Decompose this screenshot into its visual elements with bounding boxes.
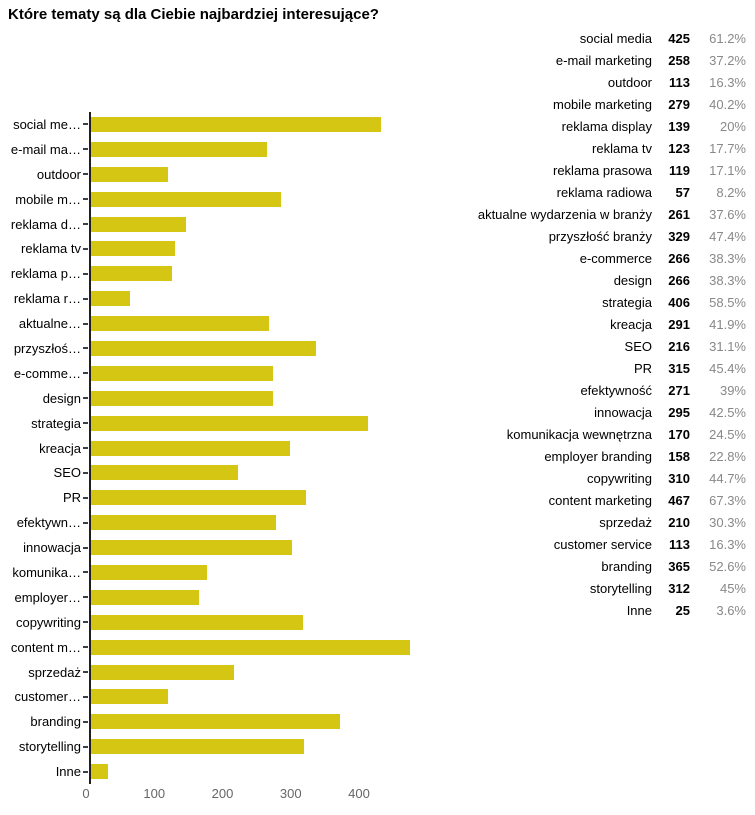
table-row-percent: 41.9% bbox=[709, 316, 746, 332]
y-axis-label: branding bbox=[30, 714, 81, 730]
bar bbox=[91, 192, 281, 207]
y-axis-label: e-comme… bbox=[13, 365, 81, 381]
chart-row bbox=[6, 535, 436, 560]
chart-row bbox=[6, 610, 436, 635]
table-row bbox=[460, 577, 746, 599]
y-axis-label: design bbox=[42, 390, 81, 406]
y-axis-label: SEO bbox=[53, 465, 81, 481]
bar-track bbox=[89, 361, 436, 386]
chart-row bbox=[6, 411, 436, 436]
table-row-label: design bbox=[613, 272, 652, 288]
table-row bbox=[460, 357, 746, 379]
chart-row bbox=[6, 336, 436, 361]
bar-track bbox=[89, 212, 436, 237]
table-row-count: 295 bbox=[668, 404, 690, 420]
bar bbox=[91, 366, 273, 381]
table-row bbox=[460, 445, 746, 467]
table-row bbox=[460, 291, 746, 313]
table-row-count: 310 bbox=[668, 470, 690, 486]
table-row-count: 123 bbox=[668, 140, 690, 156]
bar-track bbox=[89, 436, 436, 461]
table-row bbox=[460, 423, 746, 445]
table-row-percent: 58.5% bbox=[709, 294, 746, 310]
table-row bbox=[460, 225, 746, 247]
y-axis-label: reklama tv bbox=[21, 241, 81, 257]
bar bbox=[91, 590, 199, 605]
bar-track bbox=[89, 660, 436, 685]
table-row-count: 365 bbox=[668, 558, 690, 574]
x-axis-tick-label: 100 bbox=[143, 786, 166, 801]
bar bbox=[91, 117, 381, 132]
bar bbox=[91, 241, 175, 256]
bar-track bbox=[89, 261, 436, 286]
bar bbox=[91, 540, 292, 555]
y-axis-label: social me… bbox=[13, 116, 81, 132]
chart-row bbox=[6, 759, 436, 784]
bar-track bbox=[89, 734, 436, 759]
table-row bbox=[460, 159, 746, 181]
table-row bbox=[460, 27, 746, 49]
table-row-count: 113 bbox=[669, 536, 690, 552]
bar-track bbox=[89, 684, 436, 709]
y-axis-label: innowacja bbox=[23, 540, 81, 556]
table-row-count: 158 bbox=[668, 448, 690, 464]
y-axis-label: e-mail ma… bbox=[10, 141, 81, 157]
table-row-label: aktualne wydarzenia w branży bbox=[477, 206, 652, 222]
table-row-count: 329 bbox=[668, 228, 690, 244]
bar-track bbox=[89, 236, 436, 261]
table-row-count: 315 bbox=[668, 360, 690, 376]
chart-row bbox=[6, 560, 436, 585]
table-row-label: sprzedaż bbox=[599, 514, 652, 530]
table-row-count: 271 bbox=[668, 382, 690, 398]
table-row bbox=[460, 533, 746, 555]
y-axis-label: reklama r… bbox=[13, 291, 81, 307]
table-row-percent: 30.3% bbox=[709, 514, 746, 530]
table-row-percent: 39% bbox=[719, 382, 746, 398]
table-row-label: Inne bbox=[626, 602, 652, 618]
bar bbox=[91, 416, 368, 431]
chart-row bbox=[6, 286, 436, 311]
table-row-label: innowacja bbox=[594, 404, 652, 420]
chart-row bbox=[6, 162, 436, 187]
y-axis-label: aktualne… bbox=[18, 316, 81, 332]
chart-row bbox=[6, 585, 436, 610]
table-row-label: e-mail marketing bbox=[555, 52, 652, 68]
table-row-percent: 16.3% bbox=[709, 74, 746, 90]
bar-track bbox=[89, 112, 436, 137]
table-row bbox=[460, 489, 746, 511]
table-row-count: 425 bbox=[668, 30, 690, 46]
table-row-count: 139 bbox=[668, 118, 690, 134]
table-row-label: e-commerce bbox=[579, 250, 652, 266]
table-row bbox=[460, 137, 746, 159]
chart-row bbox=[6, 112, 436, 137]
table-row-label: przyszłość branży bbox=[548, 228, 652, 244]
bar bbox=[91, 441, 290, 456]
table-row-label: kreacja bbox=[610, 316, 652, 332]
table-row-count: 291 bbox=[668, 316, 690, 332]
table-row-percent: 38.3% bbox=[709, 250, 746, 266]
y-axis-label: przyszłoś… bbox=[13, 340, 81, 356]
table-row-percent: 20% bbox=[719, 118, 746, 134]
table-row-percent: 45.4% bbox=[709, 360, 746, 376]
table-row-count: 266 bbox=[668, 250, 690, 266]
table-row-label: storytelling bbox=[589, 580, 652, 596]
bar bbox=[91, 515, 276, 530]
y-axis-label: komunika… bbox=[12, 564, 81, 580]
table-row bbox=[460, 511, 746, 533]
table-row bbox=[460, 203, 746, 225]
table-row-percent: 42.5% bbox=[709, 404, 746, 420]
chart-row bbox=[6, 734, 436, 759]
bar bbox=[91, 615, 303, 630]
table-row-percent: 40.2% bbox=[709, 96, 746, 112]
bar bbox=[91, 714, 340, 729]
table-row-label: komunikacja wewnętrzna bbox=[506, 426, 652, 442]
table-row-count: 216 bbox=[668, 338, 690, 354]
chart-row bbox=[6, 510, 436, 535]
bar-track bbox=[89, 187, 436, 212]
y-axis-label: PR bbox=[62, 490, 81, 506]
chart-row bbox=[6, 311, 436, 336]
table-row bbox=[460, 115, 746, 137]
table-row-percent: 3.6% bbox=[716, 602, 746, 618]
y-axis-label: kreacja bbox=[39, 440, 81, 456]
chart-row bbox=[6, 212, 436, 237]
table-row-label: outdoor bbox=[607, 74, 652, 90]
table-row-label: customer service bbox=[553, 536, 652, 552]
bar-track bbox=[89, 585, 436, 610]
bar bbox=[91, 640, 410, 655]
chart-row bbox=[6, 436, 436, 461]
bar bbox=[91, 217, 186, 232]
bar bbox=[91, 764, 108, 779]
table-row-label: mobile marketing bbox=[553, 96, 652, 112]
y-axis-label: employer… bbox=[14, 589, 81, 605]
table-row-percent: 67.3% bbox=[709, 492, 746, 508]
table-row-percent: 37.2% bbox=[709, 52, 746, 68]
chart-row bbox=[6, 236, 436, 261]
bar-track bbox=[89, 286, 436, 311]
table-row-count: 406 bbox=[668, 294, 690, 310]
bar-track bbox=[89, 162, 436, 187]
table-row-count: 57 bbox=[675, 184, 690, 200]
chart-row bbox=[6, 386, 436, 411]
bar bbox=[91, 665, 234, 680]
y-axis-label: reklama p… bbox=[10, 266, 81, 282]
table-row bbox=[460, 71, 746, 93]
x-axis-tick-label: 300 bbox=[279, 786, 302, 801]
table-row-count: 210 bbox=[668, 514, 690, 530]
y-axis-label: outdoor bbox=[36, 166, 81, 182]
bar-track bbox=[89, 635, 436, 660]
chart-row bbox=[6, 660, 436, 685]
table-row-count: 312 bbox=[668, 580, 690, 596]
bar bbox=[91, 689, 168, 704]
chart-row bbox=[6, 485, 436, 510]
table-row-label: efektywność bbox=[580, 382, 652, 398]
table-row-percent: 17.1% bbox=[709, 162, 746, 178]
table-row-label: reklama display bbox=[561, 118, 652, 134]
bar-track bbox=[89, 759, 436, 784]
table-row-label: social media bbox=[579, 30, 652, 46]
chart-row bbox=[6, 684, 436, 709]
table-row-count: 119 bbox=[669, 162, 690, 178]
x-axis-tick-label: 0 bbox=[82, 786, 90, 801]
table-row-label: reklama tv bbox=[592, 140, 652, 156]
bar-chart bbox=[6, 112, 436, 784]
table-row-label: branding bbox=[601, 558, 652, 574]
chart-row bbox=[6, 261, 436, 286]
table-row-label: PR bbox=[633, 360, 652, 376]
table-row-count: 467 bbox=[668, 492, 690, 508]
table-row-percent: 31.1% bbox=[709, 338, 746, 354]
bar bbox=[91, 739, 304, 754]
table-row bbox=[460, 93, 746, 115]
bar bbox=[91, 341, 316, 356]
bar-track bbox=[89, 460, 436, 485]
bar bbox=[91, 142, 267, 157]
table-row bbox=[460, 181, 746, 203]
table-row-label: reklama radiowa bbox=[556, 184, 652, 200]
bar bbox=[91, 291, 130, 306]
table-row-percent: 8.2% bbox=[716, 184, 746, 200]
bar-track bbox=[89, 386, 436, 411]
table-row-count: 279 bbox=[668, 96, 690, 112]
chart-title: Które tematy są dla Ciebie najbardziej interesujące? bbox=[8, 6, 379, 23]
bar-track bbox=[89, 137, 436, 162]
chart-row bbox=[6, 187, 436, 212]
x-axis-tick-label: 200 bbox=[211, 786, 234, 801]
table-row-label: employer branding bbox=[544, 448, 652, 464]
table-row-percent: 17.7% bbox=[709, 140, 746, 156]
table-row bbox=[460, 313, 746, 335]
table-row-percent: 38.3% bbox=[709, 272, 746, 288]
table-row-label: copywriting bbox=[586, 470, 652, 486]
summary-table bbox=[460, 27, 746, 621]
chart-row bbox=[6, 137, 436, 162]
bar-track bbox=[89, 311, 436, 336]
table-row bbox=[460, 335, 746, 357]
y-axis-label: Inne bbox=[55, 764, 81, 780]
table-row bbox=[460, 599, 746, 621]
table-row bbox=[460, 467, 746, 489]
y-axis-label: mobile m… bbox=[15, 191, 81, 207]
table-row-percent: 47.4% bbox=[709, 228, 746, 244]
x-axis-tick-label: 400 bbox=[348, 786, 370, 801]
bar-track bbox=[89, 535, 436, 560]
bar-track bbox=[89, 336, 436, 361]
chart-row bbox=[6, 361, 436, 386]
table-row-label: content marketing bbox=[548, 492, 652, 508]
y-axis-label: sprzedaż bbox=[28, 664, 81, 680]
chart-rows bbox=[6, 112, 436, 784]
table-row-label: strategia bbox=[602, 294, 652, 310]
y-axis-label: content m… bbox=[10, 639, 81, 655]
chart-row bbox=[6, 709, 436, 734]
table-row-percent: 45% bbox=[719, 580, 746, 596]
table-row-count: 261 bbox=[668, 206, 690, 222]
table-row bbox=[460, 379, 746, 401]
bar-track bbox=[89, 709, 436, 734]
bar bbox=[91, 391, 273, 406]
table-row-percent: 61.2% bbox=[709, 30, 746, 46]
table-row-count: 25 bbox=[675, 602, 690, 618]
table-row bbox=[460, 247, 746, 269]
table-row bbox=[460, 49, 746, 71]
chart-row bbox=[6, 460, 436, 485]
bar-track bbox=[89, 485, 436, 510]
table-row bbox=[460, 555, 746, 577]
table-row-label: reklama prasowa bbox=[553, 162, 652, 178]
table-row-count: 113 bbox=[669, 74, 690, 90]
x-axis bbox=[82, 786, 436, 806]
y-axis-label: efektywn… bbox=[16, 515, 81, 531]
table-row-percent: 16.3% bbox=[709, 536, 746, 552]
table-row-label: SEO bbox=[624, 338, 652, 354]
table-row bbox=[460, 401, 746, 423]
y-axis-label: copywriting bbox=[15, 614, 81, 630]
bar bbox=[91, 167, 168, 182]
y-axis-label: storytelling bbox=[18, 739, 81, 755]
bar bbox=[91, 316, 269, 331]
chart-row bbox=[6, 635, 436, 660]
bar-track bbox=[89, 560, 436, 585]
bar-track bbox=[89, 510, 436, 535]
table-row-percent: 22.8% bbox=[709, 448, 746, 464]
bar-track bbox=[89, 411, 436, 436]
y-axis-label: customer… bbox=[14, 689, 81, 705]
bar-track bbox=[89, 610, 436, 635]
y-axis-label: strategia bbox=[31, 415, 81, 431]
bar bbox=[91, 266, 172, 281]
table-row-percent: 44.7% bbox=[709, 470, 746, 486]
table-row-count: 170 bbox=[668, 426, 690, 442]
table-row-percent: 37.6% bbox=[709, 206, 746, 222]
table-row-percent: 24.5% bbox=[709, 426, 746, 442]
bar bbox=[91, 490, 306, 505]
y-axis-label: reklama d… bbox=[10, 216, 81, 232]
table-row bbox=[460, 269, 746, 291]
table-row-percent: 52.6% bbox=[709, 558, 746, 574]
table-row-count: 258 bbox=[668, 52, 690, 68]
table-row-count: 266 bbox=[668, 272, 690, 288]
bar bbox=[91, 465, 238, 480]
bar bbox=[91, 565, 207, 580]
